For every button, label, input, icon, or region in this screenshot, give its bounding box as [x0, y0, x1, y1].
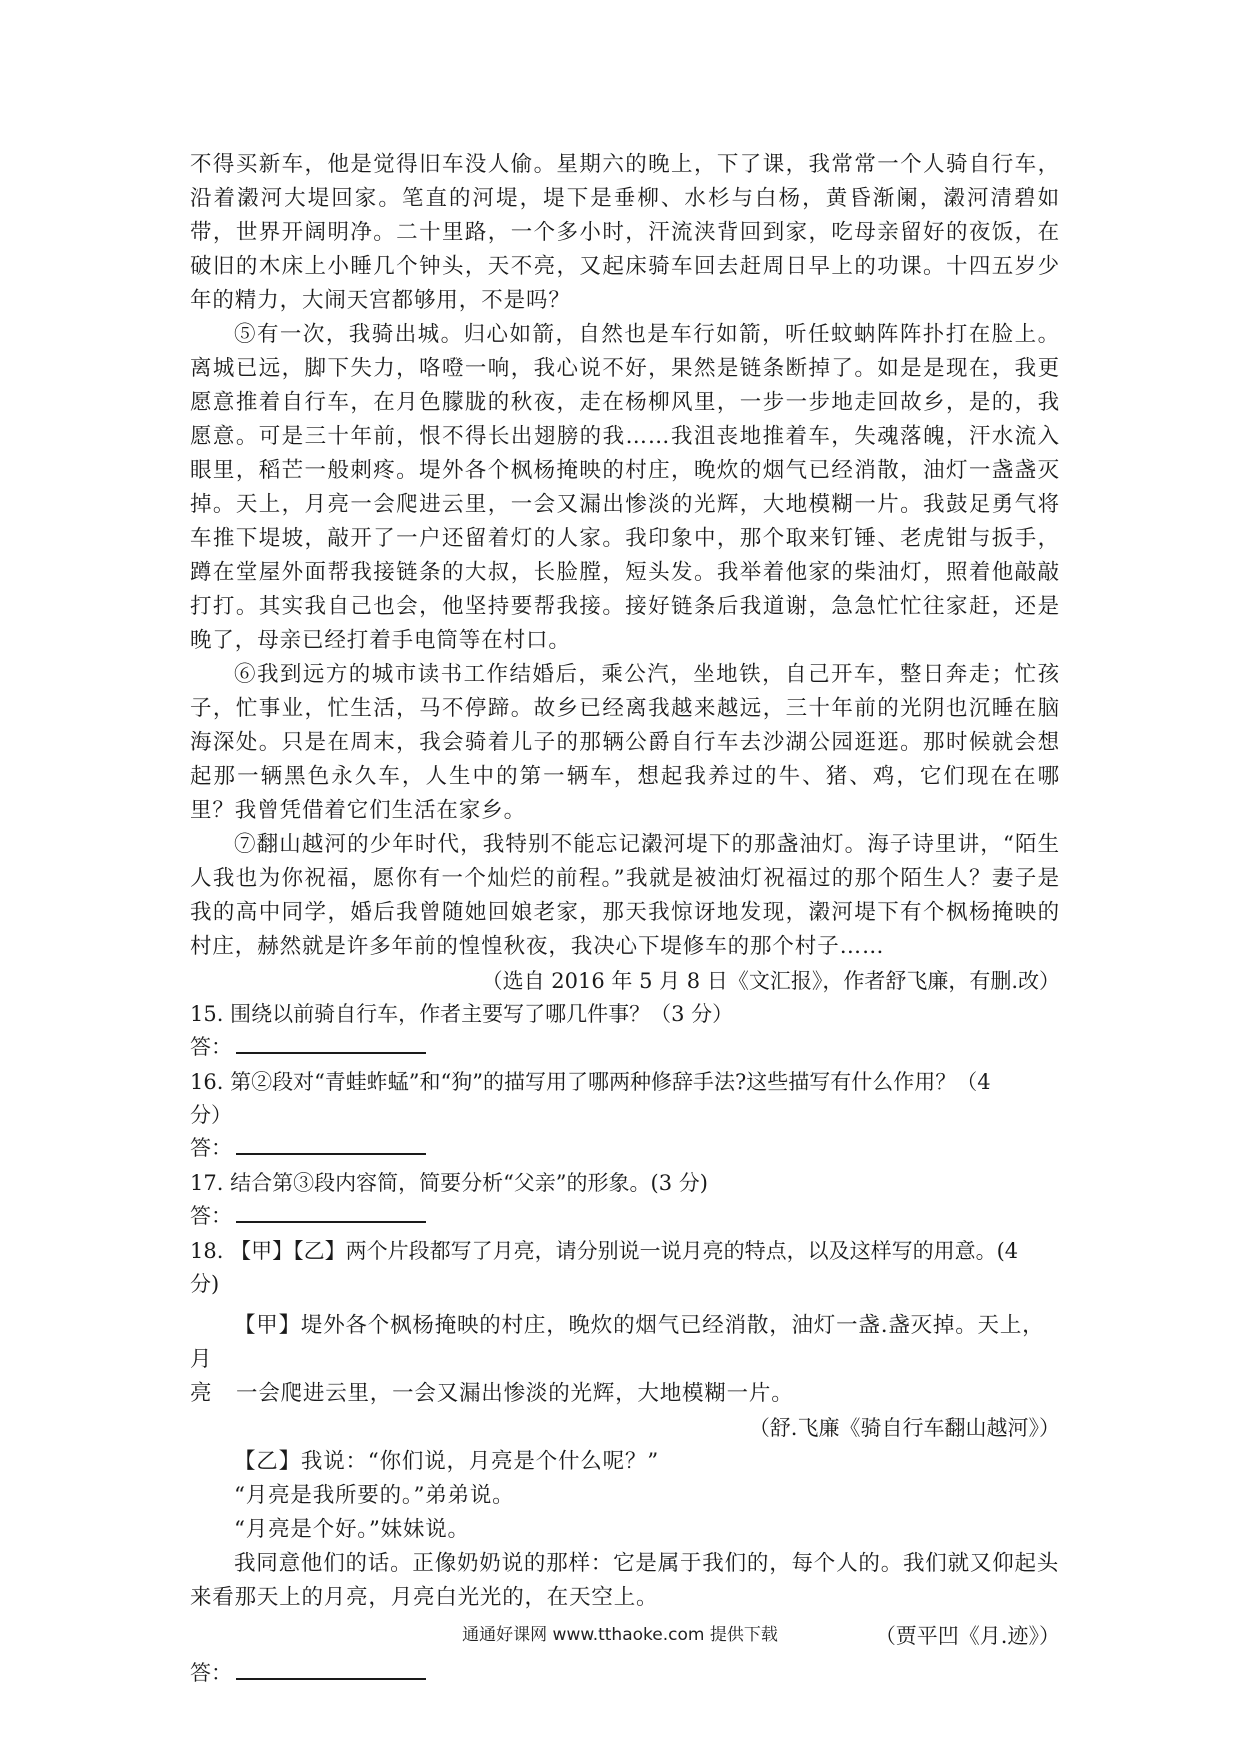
- answer-blank[interactable]: [236, 1201, 426, 1223]
- paragraph-5: ⑤有一次，我骑出城。归心如箭，自然也是车行如箭，听任蚊蚋阵阵扑打在脸上。离城已远，脚下失力，咯噔一响，我心说不好，果然是链条断掉了。如是是现在，我更愿意推着自行车，在月色朦胧的秋夜，走在杨柳风里，一步一步地走回故乡，是的，我愿意。可是三十年前，恨不得长出翅膀的我……我沮丧地推着车，失魂落魄，汗水流入眼里，稻芒一般刺疼。堤外各个枫杨掩映的村庄，晚炊的烟气已经消散，油灯一盏盏灭掉。天上，月亮一会爬进云里，一会又漏出惨淡的光辉，大地模糊一片。我鼓足勇气将车推下堤坡，敲开了一户还留着灯的人家。我印象中，那个取来钉锤、老虎钳与扳手，蹲在堂屋外面帮我接链条的大叔，长脸膛，短头发。我举着他家的柴油灯，照着他敲敲打打。其实我自己也会，他坚持要帮我接。接好链条后我道谢，急急忙忙往家赶，还是晚了，母亲已经打着手电筒等在村口。: [190, 322, 1060, 653]
- answer-17: [190, 1200, 1060, 1233]
- question-15: 15. 围绕以前骑自行车，作者主要写了哪几件事？（3 分）: [190, 1002, 734, 1026]
- question-18: 18. 【甲】【乙】两个片段都写了月亮，请分别说一说月亮的特点，以及这样写的用意。(4: [190, 1239, 1019, 1263]
- page-footer: 通通好课网 www.tthaoke.com 提供下载: [462, 1625, 778, 1645]
- passage-source: （选自 2016 年 5 月 8 日《文汇报》，作者舒飞廉，有删.改）: [481, 969, 1060, 993]
- question-16: 16. 第②段对“青蛙蚱蜢”和“狗”的描写用了哪两种修辞手法?这些描写有什么作用？（4: [190, 1070, 991, 1094]
- answer-label: 答：: [190, 1204, 232, 1228]
- document-body: [190, 148, 1060, 1692]
- excerpt-yi-source: （贾平凹《月.迹》）: [874, 1624, 1060, 1648]
- answer-label: 答：: [190, 1136, 232, 1160]
- excerpt-yi-2: “月亮是我所要的。”弟弟说。: [234, 1483, 515, 1508]
- paragraph-continued: 不得买新车，他是觉得旧车没人偷。星期六的晚上，下了课，我常常一个人骑自行车，沿着瀔河大堤回家。笔直的河堤，堤下是垂柳、水杉与白杨，黄昏渐阑，瀔河清碧如带，世界开阔明净。二十里路，一个多小时，汗流浃背回到家，吃母亲留好的夜饭，在破旧的木床上小睡几个钟头，天不亮，又起床骑车回去赶周日早上的功课。十四五岁少年的精力，大闹天宫都够用，不是吗？: [190, 152, 1060, 313]
- answer-16: [190, 1132, 1060, 1165]
- answer-label: 答：: [190, 1661, 232, 1685]
- answer-blank[interactable]: [236, 1133, 426, 1155]
- excerpt-jia: 【甲】堤外各个枫杨掩映的村庄，晚炊的烟气已经消散，油灯一盏.盏灭掉。天上，月: [190, 1313, 1045, 1372]
- answer-label: 答：: [190, 1035, 232, 1059]
- excerpt-yi-1: 【乙】我说：“你们说，月亮是个什么呢？”: [234, 1449, 659, 1474]
- answer-15: [190, 1031, 1060, 1064]
- excerpt-jia-lead: 亮: [190, 1381, 213, 1406]
- answer-18: [190, 1657, 1060, 1690]
- question-17: 17. 结合第③段内容简，简要分析“父亲”的形象。(3 分): [190, 1171, 708, 1195]
- question-18-cont: 分): [190, 1272, 220, 1296]
- excerpt-jia-source: （舒.飞廉《骑自行车翻山越河》）: [748, 1416, 1060, 1440]
- paragraph-7: ⑦翻山越河的少年时代，我特别不能忘记瀔河堤下的那盏油灯。海子诗里讲，“陌生人我也为你祝福，愿你有一个灿烂的前程。”我就是被油灯祝福过的那个陌生人？妻子是我的高中同学，婚后我曾随她回娘老家，那天我惊讶地发现，瀔河堤下有个枫杨掩映的村庄，赫然就是许多年前的惶惶秋夜，我决心下堤修车的那个村子……: [190, 832, 1060, 959]
- answer-blank[interactable]: [236, 1032, 426, 1054]
- excerpt-yi-4: 我同意他们的话。正像奶奶说的那样：它是属于我们的，每个人的。我们就又仰起头来看那天上的月亮，月亮白光光的，在天空上。: [190, 1551, 1060, 1610]
- excerpt-jia-rest: 一会爬进云里，一会又漏出惨淡的光辉，大地模糊一片。: [236, 1381, 794, 1406]
- answer-blank[interactable]: [236, 1658, 426, 1680]
- question-16-cont: 分）: [190, 1103, 232, 1127]
- excerpt-jia-cont: [190, 1377, 1060, 1411]
- excerpt-yi-3: “月亮是个好。”妹妹说。: [234, 1517, 470, 1542]
- paragraph-6: ⑥我到远方的城市读书工作结婚后，乘公汽，坐地铁，自己开车，整日奔走；忙孩子，忙事业，忙生活，马不停蹄。故乡已经离我越来越远，三十年前的光阴也沉睡在脑海深处。只是在周末，我会骑着儿子的那辆公爵自行车去沙湖公园逛逛。那时候就会想起那一辆黑色永久车，人生中的第一辆车，想起我养过的牛、猪、鸡，它们现在在哪里？我曾凭借着它们生活在家乡。: [190, 662, 1060, 823]
